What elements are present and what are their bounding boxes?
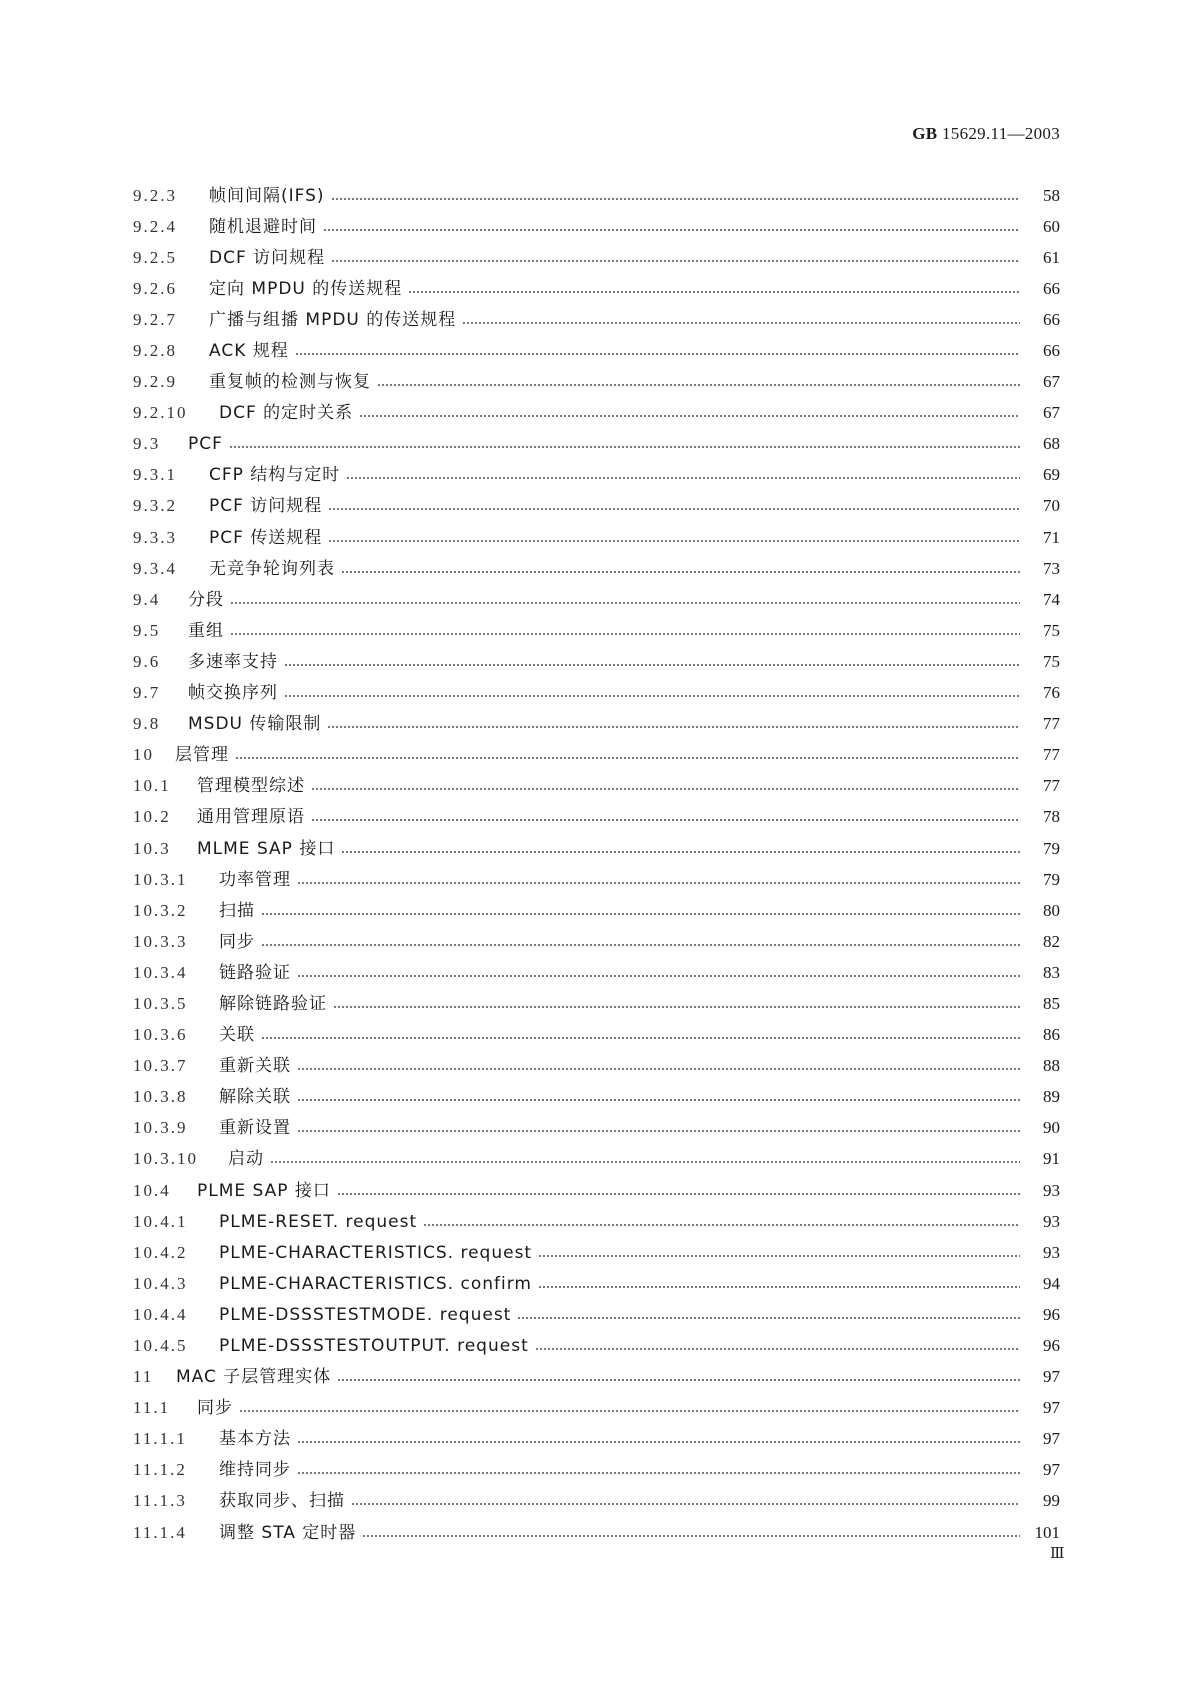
toc-entry-title: 层管理 [175, 745, 229, 766]
toc-entry-number: 11 [133, 1367, 154, 1387]
toc-entry-page: 78 [1043, 807, 1060, 827]
toc-entry-number: 9.5 [133, 620, 161, 640]
toc-entry[interactable] [133, 584, 1060, 615]
toc-entry-page: 79 [1043, 838, 1060, 858]
toc-entry-title: 扫描 [219, 900, 255, 921]
toc-entry-number: 10.4.4 [133, 1304, 188, 1324]
toc-entry-page: 75 [1043, 651, 1060, 671]
standard-code: 15629.11—2003 [941, 124, 1060, 143]
toc-entry[interactable] [133, 864, 1060, 895]
toc-entry-page: 68 [1043, 434, 1060, 454]
toc-dot-leader [328, 507, 1020, 511]
document-header [912, 124, 1060, 144]
toc-entry-page: 96 [1043, 1336, 1060, 1356]
toc-entry-page: 75 [1043, 620, 1060, 640]
toc-entry-title: 同步 [197, 1398, 233, 1419]
toc-dot-leader [297, 1129, 1020, 1133]
toc-entry[interactable] [133, 1299, 1060, 1330]
toc-entry-title: 广播与组播 MPDU 的传送规程 [209, 309, 457, 330]
toc-dot-leader [230, 601, 1020, 605]
toc-entry-number: 11.1 [133, 1398, 171, 1418]
toc-dot-leader [261, 1036, 1020, 1040]
toc-dot-leader [362, 1534, 1020, 1538]
toc-dot-leader [297, 1440, 1020, 1444]
toc-entry[interactable] [133, 709, 1060, 740]
toc-entry[interactable] [133, 304, 1060, 335]
table-of-contents [133, 180, 1060, 1548]
toc-entry-page: 80 [1043, 900, 1060, 920]
toc-entry-page: 74 [1043, 589, 1060, 609]
toc-entry[interactable] [133, 1082, 1060, 1113]
toc-dot-leader [270, 1160, 1020, 1164]
toc-dot-leader [359, 414, 1020, 418]
toc-entry-page: 89 [1043, 1087, 1060, 1107]
toc-entry[interactable] [133, 926, 1060, 957]
toc-entry-title: 基本方法 [219, 1429, 291, 1450]
toc-entry-number: 10.3.1 [133, 869, 188, 889]
toc-dot-leader [297, 974, 1020, 978]
toc-entry-title: PCF 访问规程 [209, 496, 323, 517]
toc-dot-leader [235, 756, 1020, 760]
toc-dot-leader [538, 1254, 1020, 1258]
toc-entry-title: PLME-DSSSTESTOUTPUT. request [219, 1336, 529, 1357]
toc-entry-number: 11.1.2 [133, 1460, 187, 1480]
toc-entry-title: 解除链路验证 [219, 993, 327, 1014]
toc-entry-page: 77 [1043, 776, 1060, 796]
toc-entry-page: 66 [1043, 278, 1060, 298]
toc-entry-number: 9.8 [133, 714, 161, 734]
toc-entry-page: 101 [1034, 1522, 1060, 1542]
toc-entry-title: 分段 [188, 589, 224, 610]
toc-entry[interactable] [133, 1113, 1060, 1144]
toc-entry[interactable] [133, 615, 1060, 646]
toc-entry[interactable] [133, 1237, 1060, 1268]
toc-entry-number: 10.3.10 [133, 1149, 198, 1169]
toc-dot-leader [297, 1471, 1020, 1475]
toc-entry[interactable] [133, 1455, 1060, 1486]
toc-entry-title: DCF 访问规程 [209, 247, 326, 268]
toc-entry-title: 维持同步 [219, 1460, 291, 1481]
toc-entry-page: 86 [1043, 1025, 1060, 1045]
toc-entry-title: 多速率支持 [188, 651, 278, 672]
toc-entry-title: 定向 MPDU 的传送规程 [209, 278, 403, 299]
toc-entry-page: 77 [1043, 745, 1060, 765]
toc-entry-page: 61 [1043, 247, 1060, 267]
toc-entry-number: 10.3.7 [133, 1056, 188, 1076]
toc-entry[interactable] [133, 1517, 1060, 1548]
toc-entry[interactable] [133, 1362, 1060, 1393]
toc-entry-number: 10.3.8 [133, 1087, 188, 1107]
toc-dot-leader [284, 694, 1020, 698]
toc-entry-page: 79 [1043, 869, 1060, 889]
toc-dot-leader [229, 445, 1020, 449]
toc-entry[interactable] [133, 460, 1060, 491]
toc-entry-title: ACK 规程 [209, 341, 289, 362]
toc-entry-page: 93 [1043, 1180, 1060, 1200]
toc-entry-number: 11.1.3 [133, 1491, 187, 1511]
toc-entry[interactable] [133, 1144, 1060, 1175]
toc-entry[interactable] [133, 273, 1060, 304]
toc-entry[interactable] [133, 429, 1060, 460]
toc-entry[interactable] [133, 1268, 1060, 1299]
toc-entry-number: 9.6 [133, 651, 161, 671]
toc-entry-number: 9.2.7 [133, 309, 177, 329]
toc-entry-number: 9.3 [133, 434, 161, 454]
toc-entry[interactable] [133, 1424, 1060, 1455]
toc-entry-title: PLME-RESET. request [219, 1211, 418, 1232]
toc-entry-number: 10.4.5 [133, 1336, 188, 1356]
toc-entry[interactable] [133, 367, 1060, 398]
toc-entry-page: 76 [1043, 683, 1060, 703]
toc-entry-title: MSDU 传输限制 [188, 714, 322, 735]
toc-dot-leader [341, 850, 1020, 854]
toc-entry-number: 9.3.1 [133, 465, 177, 485]
toc-entry-number: 9.3.2 [133, 496, 177, 516]
toc-entry-number: 9.2.3 [133, 185, 177, 205]
toc-entry-page: 77 [1043, 714, 1060, 734]
toc-entry-title: 随机退避时间 [209, 216, 317, 237]
toc-entry[interactable] [133, 491, 1060, 522]
toc-dot-leader [239, 1409, 1020, 1413]
toc-entry[interactable] [133, 1206, 1060, 1237]
toc-entry-title: MLME SAP 接口 [197, 838, 336, 859]
toc-entry-title: MAC 子层管理实体 [176, 1367, 332, 1388]
toc-dot-leader [261, 912, 1020, 916]
toc-dot-leader [408, 290, 1020, 294]
toc-entry[interactable] [133, 802, 1060, 833]
toc-entry-title: 关联 [219, 1025, 255, 1046]
toc-entry-number: 10.4.2 [133, 1242, 188, 1262]
toc-entry-number: 10.3.9 [133, 1118, 188, 1138]
toc-entry-number: 9.3.4 [133, 558, 177, 578]
toc-entry-page: 67 [1043, 403, 1060, 423]
toc-entry-title: PCF 传送规程 [209, 527, 323, 548]
toc-entry-number: 10.3.5 [133, 993, 188, 1013]
toc-dot-leader [297, 1067, 1020, 1071]
toc-dot-leader [377, 383, 1020, 387]
toc-entry-title: 启动 [228, 1149, 264, 1170]
toc-entry-number: 10 [133, 745, 154, 765]
standard-prefix: GB [912, 124, 938, 143]
toc-entry-title: 获取同步、扫描 [219, 1491, 345, 1512]
toc-entry-title: PLME-DSSSTESTMODE. request [219, 1304, 512, 1325]
toc-entry[interactable] [133, 1051, 1060, 1082]
toc-entry-number: 9.2.9 [133, 372, 177, 392]
toc-dot-leader [328, 539, 1020, 543]
toc-entry-number: 10.2 [133, 807, 171, 827]
page-numeral: Ⅲ [1050, 1546, 1065, 1562]
toc-entry[interactable] [133, 833, 1060, 864]
toc-entry-number: 10.3.6 [133, 1025, 188, 1045]
toc-dot-leader [351, 1502, 1020, 1506]
toc-entry-number: 9.2.8 [133, 341, 177, 361]
toc-entry[interactable] [133, 335, 1060, 366]
toc-entry[interactable] [133, 553, 1060, 584]
toc-entry-number: 10.3.4 [133, 962, 188, 982]
toc-entry-title: 重复帧的检测与恢复 [209, 372, 371, 393]
toc-dot-leader [423, 1223, 1020, 1227]
toc-entry[interactable] [133, 1175, 1060, 1206]
toc-entry-number: 10.1 [133, 776, 171, 796]
toc-entry-number: 11.1.1 [133, 1429, 187, 1449]
toc-entry-number: 9.7 [133, 683, 161, 703]
toc-dot-leader [337, 1192, 1020, 1196]
toc-dot-leader [462, 321, 1020, 325]
toc-entry[interactable] [133, 895, 1060, 926]
toc-entry-page: 67 [1043, 372, 1060, 392]
toc-entry-page: 99 [1043, 1491, 1060, 1511]
toc-entry-title: 管理模型综述 [197, 776, 305, 797]
toc-dot-leader [311, 818, 1020, 822]
toc-entry[interactable] [133, 398, 1060, 429]
toc-entry[interactable] [133, 522, 1060, 553]
toc-entry-page: 82 [1043, 931, 1060, 951]
toc-dot-leader [337, 1378, 1020, 1382]
toc-dot-leader [327, 725, 1020, 729]
toc-entry-number: 11.1.4 [133, 1522, 187, 1542]
toc-dot-leader [331, 197, 1020, 201]
toc-entry-page: 83 [1043, 962, 1060, 982]
toc-entry-number: 9.2.6 [133, 278, 177, 298]
toc-entry-title: 帧间间隔(IFS) [209, 185, 325, 206]
toc-dot-leader [331, 259, 1020, 263]
toc-entry-page: 69 [1043, 465, 1060, 485]
toc-entry-page: 71 [1043, 527, 1060, 547]
toc-entry-number: 9.2.10 [133, 403, 188, 423]
toc-dot-leader [538, 1285, 1020, 1289]
toc-entry-title: 帧交换序列 [188, 683, 278, 704]
toc-dot-leader [535, 1347, 1020, 1351]
toc-entry[interactable] [133, 1393, 1060, 1424]
toc-entry-title: 重新设置 [219, 1118, 291, 1139]
toc-entry-title: 解除关联 [219, 1087, 291, 1108]
toc-entry-page: 93 [1043, 1211, 1060, 1231]
toc-entry-number: 10.3.2 [133, 900, 188, 920]
toc-entry-number: 9.2.5 [133, 247, 177, 267]
toc-entry[interactable] [133, 740, 1060, 771]
toc-entry-page: 97 [1043, 1429, 1060, 1449]
toc-dot-leader [284, 663, 1020, 667]
toc-dot-leader [517, 1316, 1020, 1320]
toc-entry-page: 91 [1043, 1149, 1060, 1169]
toc-dot-leader [323, 228, 1020, 232]
toc-entry-page: 88 [1043, 1056, 1060, 1076]
toc-entry[interactable] [133, 211, 1060, 242]
toc-entry-title: 重组 [188, 620, 224, 641]
toc-entry[interactable] [133, 1020, 1060, 1051]
toc-entry-page: 58 [1043, 185, 1060, 205]
toc-entry-title: 链路验证 [219, 962, 291, 983]
toc-entry-number: 10.4.3 [133, 1273, 188, 1293]
toc-entry-page: 73 [1043, 558, 1060, 578]
toc-dot-leader [333, 1005, 1020, 1009]
toc-entry[interactable] [133, 678, 1060, 709]
toc-entry-page: 85 [1043, 993, 1060, 1013]
toc-entry[interactable] [133, 1330, 1060, 1361]
toc-dot-leader [295, 352, 1020, 356]
toc-entry-title: PCF [188, 434, 223, 455]
toc-entry-number: 10.4 [133, 1180, 171, 1200]
toc-entry[interactable] [133, 1486, 1060, 1517]
toc-entry-page: 90 [1043, 1118, 1060, 1138]
toc-entry-page: 94 [1043, 1273, 1060, 1293]
toc-entry[interactable] [133, 180, 1060, 211]
toc-entry-number: 9.2.4 [133, 216, 177, 236]
toc-entry-number: 10.3.3 [133, 931, 188, 951]
toc-entry-page: 96 [1043, 1304, 1060, 1324]
toc-entry-title: DCF 的定时关系 [219, 403, 354, 424]
toc-entry-title: 通用管理原语 [197, 807, 305, 828]
toc-dot-leader [311, 787, 1020, 791]
toc-entry-page: 97 [1043, 1367, 1060, 1387]
toc-entry-title: 重新关联 [219, 1056, 291, 1077]
toc-entry[interactable] [133, 957, 1060, 988]
toc-entry[interactable] [133, 242, 1060, 273]
toc-entry-page: 93 [1043, 1242, 1060, 1262]
toc-entry-title: PLME-CHARACTERISTICS. confirm [219, 1273, 532, 1294]
toc-entry-page: 60 [1043, 216, 1060, 236]
toc-entry[interactable] [133, 771, 1060, 802]
toc-entry-number: 9.4 [133, 589, 161, 609]
toc-entry-title: PLME-CHARACTERISTICS. request [219, 1242, 533, 1263]
toc-entry-title: 功率管理 [219, 869, 291, 890]
toc-entry-title: 同步 [219, 931, 255, 952]
toc-entry-page: 97 [1043, 1398, 1060, 1418]
toc-entry-page: 97 [1043, 1460, 1060, 1480]
toc-entry-page: 70 [1043, 496, 1060, 516]
toc-entry-page: 66 [1043, 309, 1060, 329]
toc-entry[interactable] [133, 988, 1060, 1019]
toc-dot-leader [261, 943, 1020, 947]
toc-dot-leader [341, 570, 1020, 574]
toc-entry-title: CFP 结构与定时 [209, 465, 341, 486]
toc-entry-title: PLME SAP 接口 [197, 1180, 331, 1201]
toc-entry-page: 66 [1043, 341, 1060, 361]
toc-entry-title: 调整 STA 定时器 [219, 1522, 357, 1543]
toc-entry-number: 10.3 [133, 838, 171, 858]
toc-dot-leader [346, 476, 1020, 480]
toc-entry[interactable] [133, 646, 1060, 677]
toc-dot-leader [230, 632, 1020, 636]
toc-dot-leader [297, 881, 1020, 885]
toc-entry-title: 无竞争轮询列表 [209, 558, 335, 579]
toc-dot-leader [297, 1098, 1020, 1102]
toc-entry-number: 10.4.1 [133, 1211, 188, 1231]
toc-entry-number: 9.3.3 [133, 527, 177, 547]
